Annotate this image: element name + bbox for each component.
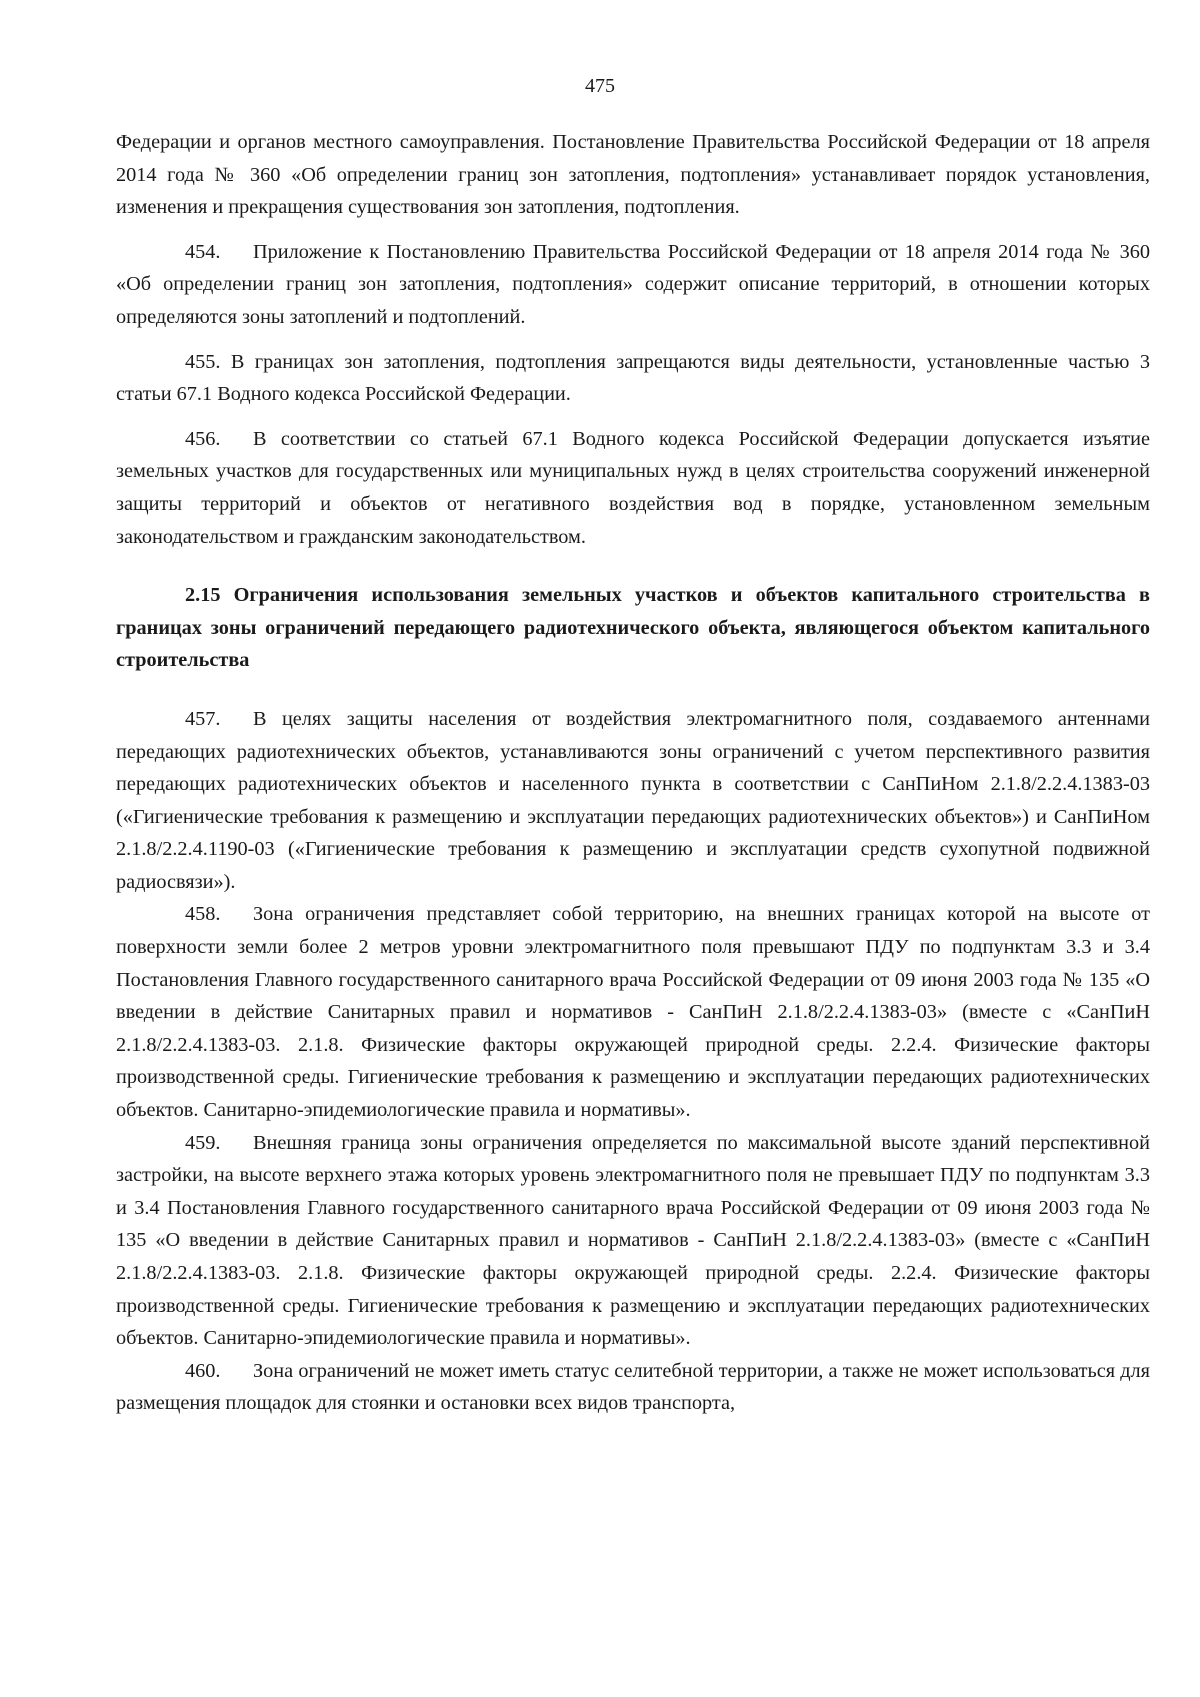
paragraph-text: Приложение к Постановлению Правительства Российской Федерации от 18 апреля 2014 года № 360 «Об определении границ зон затопления, подтопления» содержит описание территорий, в отношении которых определяются зоны затоплений и подтоплений. bbox=[116, 240, 1150, 328]
paragraph-number: 454. bbox=[185, 240, 221, 263]
paragraph-number: 456. bbox=[185, 427, 221, 450]
paragraph-text: Зона ограничения представляет собой территорию, на внешних границах которой на высоте от поверхности земли более 2 метров уровни электромагнитного поля превышают ПДУ по подпунктам 3.3 и 3.4 Постановления Главного государственного санитарного врача Российской Федерации от 09 июня 2003 года № 135 «О введении в действие Санитарных правил и нормативов - СанПиН 2.1.8/2.2.4.1383-03» (вместе с «СанПиН 2.1.8/2.2.4.1383-03. 2.1.8. Физические факторы окружающей природной среды. 2.2.4. Физические факторы производственной среды. Гигиенические требования к размещению и эксплуатации передающих радиотехнических объектов. Санитарно-эпидемиологические правила и нормативы». bbox=[116, 903, 1150, 1122]
paragraph-454 bbox=[116, 236, 1150, 334]
paragraph-457 bbox=[116, 703, 1150, 899]
document-body bbox=[116, 126, 1150, 1420]
paragraph-number: 460. bbox=[185, 1359, 221, 1382]
paragraph-continuation: Федерации и органов местного самоуправления. Постановление Правительства Российской Федерации от 18 апреля 2014 года № 360 «Об определении границ зон затопления, подтопления» устанавливает порядок установления, изменения и прекращения существования зон затопления, подтопления. bbox=[116, 131, 1150, 219]
section-heading: 2.15 Ограничения использования земельных участков и объектов капитального строительства в границах зоны ограничений передающего радиотехнического объекта, являющегося объектом капитального строительства bbox=[116, 584, 1150, 672]
paragraph-number: 459. bbox=[185, 1131, 221, 1154]
paragraph-text: В соответствии со статьей 67.1 Водного кодекса Российской Федерации допускается изъятие земельных участков для государственных или муниципальных нужд в целях строительства сооружений инженерной защиты территорий и объектов от негативного воздействия вод в порядке, установленном земельным законодательством и гражданским законодательством. bbox=[116, 427, 1150, 548]
paragraph-number: 458. bbox=[185, 903, 221, 926]
paragraph-460 bbox=[116, 1355, 1150, 1420]
paragraph-456 bbox=[116, 423, 1150, 553]
paragraph-text: Зона ограничений не может иметь статус селитебной территории, а также не может использоваться для размещения площадок для стоянки и остановки всех видов транспорта, bbox=[116, 1359, 1150, 1415]
paragraph-number: 457. bbox=[185, 707, 221, 730]
paragraph-text: Внешняя граница зоны ограничения определяется по максимальной высоте зданий перспективной застройки, на высоте верхнего этажа которых уровень электромагнитного поля не превышает ПДУ по подпунктам 3.3 и 3.4 Постановления Главного государственного санитарного врача Российской Федерации от 09 июня 2003 года № 135 «О введении в действие Санитарных правил и нормативов - СанПиН 2.1.8/2.2.4.1383-03» (вместе с «СанПиН 2.1.8/2.2.4.1383-03. 2.1.8. Физические факторы окружающей природной среды. 2.2.4. Физические факторы производственной среды. Гигиенические требования к размещению и эксплуатации передающих радиотехнических объектов. Санитарно-эпидемиологические правила и нормативы». bbox=[116, 1131, 1150, 1350]
page-number: 475 bbox=[585, 75, 615, 97]
paragraph-text: В границах зон затопления, подтопления запрещаются виды деятельности, установленные частью 3 статьи 67.1 Водного кодекса Российской Федерации. bbox=[116, 350, 1150, 406]
paragraph-455 bbox=[116, 346, 1150, 411]
paragraph-text: В целях защиты населения от воздействия электромагнитного поля, создаваемого антеннами передающих радиотехнических объектов, устанавливаются зоны ограничений с учетом перспективного развития передающих радиотехнических объектов и населенного пункта в соответствии с СанПиНом 2.1.8/2.2.4.1383-03 («Гигиенические требования к размещению и эксплуатации передающих радиотехнических объектов») и СанПиНом 2.1.8/2.2.4.1190-03 («Гигиенические требования к размещению и эксплуатации средств сухопутной подвижной радиосвязи»). bbox=[116, 707, 1150, 893]
paragraph-459 bbox=[116, 1127, 1150, 1355]
paragraph-number: 455. bbox=[185, 350, 221, 373]
paragraph-458 bbox=[116, 898, 1150, 1126]
